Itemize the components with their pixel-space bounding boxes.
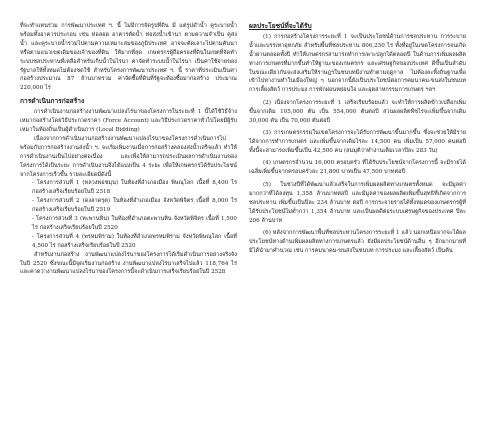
intro-paragraph: ที่จะทำแทนร่วม การพัฒนาประเทศ ฯ. นี้ ไม่มีการจัดรูปที่ดิน มี แต่รูปดำน้ำ คูระบายน้ำ พร้อมทั้งอาคารประกอบ เช่น ท่อลอด อาคารตัดน้ำ ท่อส่งน้ำเข้านา ตามความจำเป็น คูส่งน้ำ และคูระบายน้ำรวมไปตามความเหมาะสมของภูมิประเทศ อาจจะตัดเลาะไปตามคันนาหรือตามแนวเขตเดิมของเจ้าของที่ดิน ให้มากที่สุด เกษตรกรผู้ถือครองที่ดินในเขตที่จัดทำระบบชลประทานที่เหลือสำหรับเก็บน้ำในไร่นา ค่าจัดทำระบบน้ำในไร่นา เป็นค่าใช้จ่ายของรัฐบาลให้ทั้งหมดไม่ต้องชดใช้ สำหรับโครงการพัฒนาประเทศ ฯ. นี้ ราคาที่ประเมินเป็นค่าก่อสร้างประมาณ 87 ล้านบาทรวม ค่าจัดซื้อที่ดินที่รัฐจะต้องซื้อมาก่อสร้าง ประมาณ 220,000 ไร่ [20, 23, 237, 92]
phase-item-4: - โครงการส่วนที่ 4 (พรหมพิราม) ในท้องที่อำเภอพรหมพิราม จังหวัดพิษณุโลก เนื้อที่ 4,500 ไร่ ก่อสร้างเสร็จเรียบร้อยในปี 2520 [32, 233, 237, 249]
phase-item-1: - โครงการส่วนที่ 1 (หลวงพ่อชมุน) ในท้องที่อำเภอเมือง พิษณุโลก เนื้อที่ 8,400 ไร่ ก่อสร้างเสร็จเรียบร้อยในปี 2518 [32, 180, 237, 196]
construction-heading: การดำเนินการก่อสร้าง [20, 97, 85, 106]
benefit-item-3: (3) การเกษตรกรรมในเขตโครงการจะได้รับการพัฒนาขึ้นมากขึ้น ซึ่งจะช่วยให้มีรายได้จากการทำการเกษตร และเพิ่มขึ้นจากเดิมไร่ละ 14,500 คน เพิ่มเป็น 57,000 คนต่อปี ทั้งนี้จะสามารถเพิ่มขึ้นเป็น 42,500 คน (สมมุติว่าทำงานเต็มเวลาปีละ 283 วัน) [249, 130, 466, 154]
construction-paragraph-3: สำหรับงานก่อสร้าง งานพัฒนาแปลงไร่นาของโครงการได้เริ่มดำเนินการอย่างจริงจังในปี 2520 ซึ่งขณะนี้มีจุดเริ่มงานก่อสร้าง งานพัฒนาแปลงไร่นาเสร็จไปแล้ว 118,764 ไร่ และคาดว่างานพัฒนาแปลงไร่นาของโครงการนี้จะดำเนินการเสร็จเรียบร้อยในปี 2528 [20, 251, 237, 276]
construction-paragraph-1: การดำเนินงานก่อสร้างงานพัฒนาแปลงไร่นาของโครงการในระยะที่ 1 นี้ได้ใช้วิธีจ้างเหมาก่อสร้างโดยวิธีประกวดราคา (Force Account) และวิธีประกวดราคาทั่วไปโดยมีผู้รับเหมาในท้องถิ่นเป็นผู้ดำเนินการ (Local Bidding) [20, 109, 237, 133]
left-column [20, 22, 237, 434]
benefit-item-1: (1) การก่อสร้างโครงการระยะที่ 1 จะเป็นประโยชน์ด้านการชลประทาน การระบายน้ำและบรรเทาอุทกภัย สำหรับพื้นที่ชลประทาน 806,250 ไร่ ทั้งที่อยู่ในเขตโครงการจนเกิดน้ำผ่านตลอดทั้งปี ทำให้เกษตรกรสามารถทำการเพาะปลูกได้ตลอดปี ในด้านการเพิ่มผลผลิตทางการเกษตรที่มากขึ้นทำให้ฐานะของเกษตรกร และเศรษฐกิจของประเทศ ดีขึ้นเป็นลำดับ ในขณะเดียวกันจะส่งเสริมให้ราษฎรในชนบทมีงานทำตามฤดูกาล ไม่ต้องละทิ้งถิ่นฐานเพื่อเข้าไปหางานทำในเมืองใหญ่ ๆ นอกจากนี้ยังเป็นประโยชน์ต่อการคมนาคม-ขนส่งในชนบท การเลี้ยงสัตว์ การประมง การพักผ่อนหย่อนใจ และอุตสาหกรรมการเกษตร ฯลฯ [249, 33, 466, 94]
phase-item-2: - โครงการส่วนที่ 2 (ดงลาดรุต) ในท้องที่อำเภอเมือง จังหวัดพิจิตร เนื้อที่ 8,000 ไร่ ก่อสร้างเสร็จเรียบร้อยในปี 2519 [32, 198, 237, 214]
construction-paragraph-2: เนื่องจากการดำเนินงานก่อสร้างงานพัฒนาแปลงไร่นาของโครงการดำเนินการไปพร้อมกับการก่อสร้างงานส่งน้ำ ฯ. จะเริ่มเพิ่มงานเมื่อการก่อสร้างคลองส่งน้ำเสร็จแล้ว ทำให้การดำเนินงานเป็นไปอย่างต่อเนื่อง และเพื่อให้สามารถประเมินผลการดำเนินงานของโครงการได้เป็นระยะ การดำเนินงานจึงได้แบ่งเป็น 4 ระยะ เพื่อให้เกษตรกรได้รับประโยชน์จากโครงการเร็วขึ้น รายละเอียดมีดังนี้ [20, 135, 237, 178]
benefit-item-4: (4) เกษตรกรจำนวน 16,000 ครอบครัว ที่ได้รับประโยชน์จากโครงการนี้ จะมีรายได้เฉลี่ยเพิ่มขึ้นจากครอบครัวละ 21,800 บาทเป็น 47,500 บาทต่อปี [249, 160, 466, 176]
phase-item-3: - โครงการส่วนที่ 3 (หะพานหิน) ในท้องที่อำเภอตะพานหิน จังหวัดพิจิตร เนื้อที่ 1,500 ไร่ ก่อสร้างเสร็จเรียบร้อยในปี 2520 [32, 216, 237, 231]
benefit-item-2: (2) เนื่องจากโครงการระยะที่ 1 เสร็จเรียบร้อยแล้ว จะทำให้การผลิตข้าวเปลือกเพิ่มขึ้นจากเดิม 105,000 ตัน เป็น 554,000 ตันต่อปี ส่วนผลผลิตพืชไร่จะเพิ่มขึ้นจากเดิม 30,000 ตัน เป็น 70,000 ตันต่อปี [249, 99, 466, 124]
right-column [249, 22, 466, 434]
benefit-item-6: (6) หลังจากการพัฒนาพื้นที่ชลประทานโครงการระยะที่ 1 แล้ว นอกเหนือจากจะได้ผลประโยชน์ทางด้านเพิ่มผลผลิตทางการเกษตรแล้ว ยังมีผลประโยชน์ด้านอื่น ๆ อีกมากมายที่มิได้นำมาคำนวณ เช่น การคมนาคม-ขนส่งในชนบท การประมง และเลี้ยงสัตว์ เป็นต้น [249, 230, 466, 254]
benefits-heading: ผลประโยชน์ที่จะได้รับ [249, 22, 312, 30]
benefit-item-5: (5) ในช่วงปีที่ได้พัฒนาแล้วเสร็จในการเพิ่มผลผลิตทางเกษตรทั้งหมด จะมีมูลค่ามากกว่าที่ได้ลงทุน 1,358 ล้านบาทต่อปี และมีมูลค่าของผลผลิตเพิ่มขึ้นสุทธิที่เกิดจากการชลประทาน เพิ่มขึ้นเป็นปีละ 234 ล้านบาท ต่อปี การกระจายรายได้ทั้งหมดของเกษตรกรผู้ที่ได้รับประโยชน์ไม่ต่ำกว่า 1,354 ล้านบาท และเป็นผลดีต่อระบบเศรษฐกิจของประเทศ ปีละ 206 ล้านบาท [249, 181, 466, 224]
